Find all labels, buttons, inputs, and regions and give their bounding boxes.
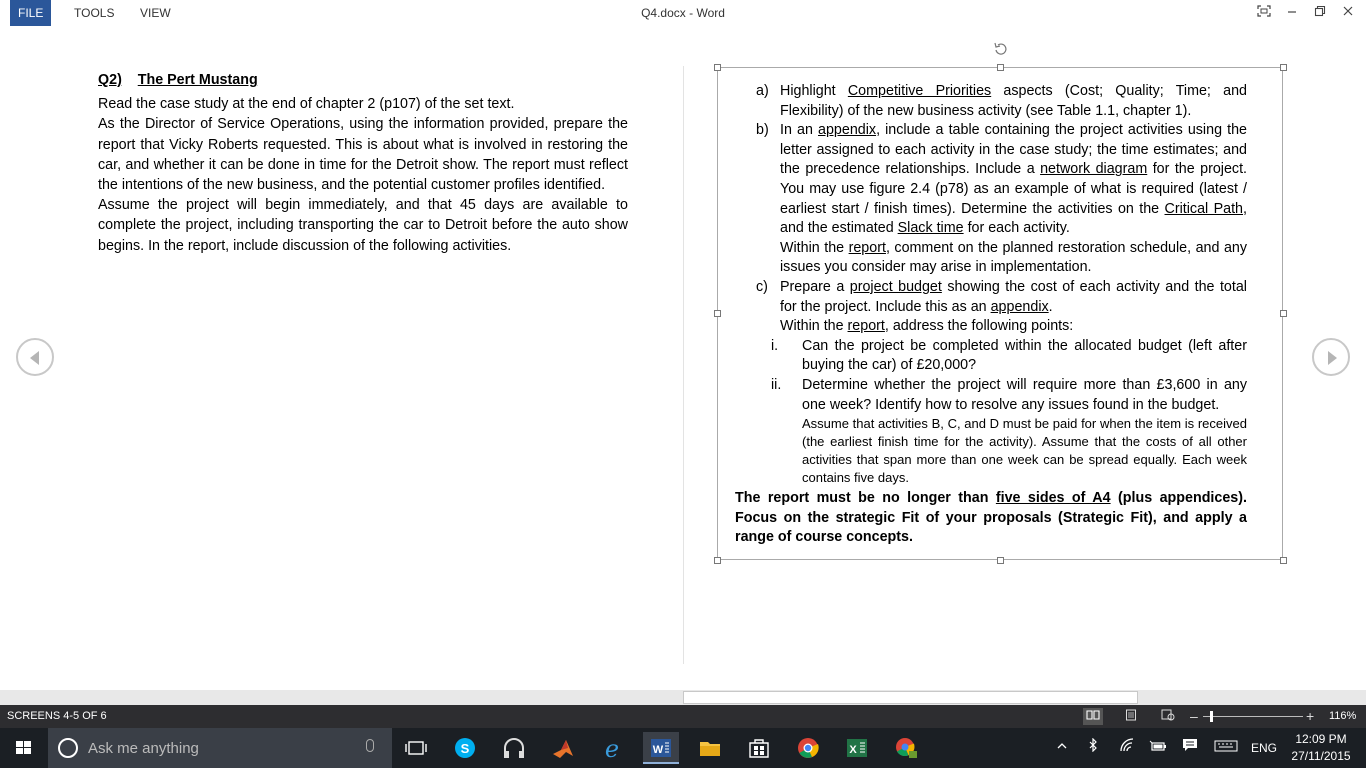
minimize-icon[interactable] [1278, 0, 1306, 24]
action-center-icon[interactable] [1180, 728, 1200, 768]
question-title: The Pert Mustang [137, 72, 258, 88]
task-view-icon[interactable] [398, 732, 434, 764]
excel-icon[interactable] [839, 732, 875, 764]
chrome-app-icon[interactable] [888, 732, 924, 764]
zoom-in-button[interactable]: + [1306, 708, 1315, 724]
text-run: . [1048, 298, 1053, 315]
underlined-term: project budget [849, 278, 942, 295]
search-input[interactable] [88, 734, 358, 762]
svg-text:X: X [849, 744, 857, 756]
window-title-doc: Q4.docx [641, 6, 686, 20]
bluetooth-icon[interactable] [1084, 728, 1102, 768]
top-menu-bar [0, 0, 1366, 26]
question-heading [98, 70, 628, 90]
list-item-paragraph [735, 239, 1247, 278]
close-icon[interactable] [1334, 0, 1362, 24]
underlined-term: five sides of A4 [995, 490, 1111, 507]
chrome-icon[interactable] [790, 732, 826, 764]
text-run: Within the [780, 239, 849, 256]
underlined-term: appendix [818, 122, 877, 139]
previous-screen-button[interactable] [16, 338, 54, 376]
list-marker: c) [756, 278, 768, 295]
text-run: In an [780, 122, 819, 139]
screen-counter: SCREENS 4-5 OF 6 [7, 710, 107, 722]
paragraph: As the Director of Service Operations, using the information provided, prepare the report that Vicky Roberts requested. This is about what is involved in restoring the car, and whether it can be done in time for the Detroit show. The report must reflect the intentions of the new business, and the potential customer profiles identified. [98, 116, 628, 194]
restore-icon[interactable] [1306, 0, 1334, 24]
text-run: showing the cost of each activity and the total for the project. Include this as an [780, 278, 1247, 315]
zoom-level[interactable]: 116% [1329, 710, 1357, 722]
text-run: , address the following points: [884, 318, 1074, 335]
window-title-app: Word [696, 6, 725, 20]
list-item [735, 82, 1247, 121]
text-run: for the project. You may use figure 2.4 (p78) as an example of what is required (latest / earliest start / finish times). Determine the activities on the [780, 161, 1248, 217]
left-page-content [98, 70, 628, 256]
list-marker: ii. [771, 376, 782, 393]
sub-list-item [735, 337, 1247, 376]
text-run: Highlight [780, 83, 848, 99]
windows-logo-icon [16, 741, 32, 755]
text-run: Can the project be completed within the allocated budget (left after buying the car) of £20,000? [802, 337, 1247, 374]
taskbar [0, 728, 1366, 768]
sub-list-item [735, 376, 1247, 415]
text-run: Within the [780, 318, 848, 335]
rotate-handle-icon[interactable] [993, 42, 1009, 59]
cortana-icon [58, 738, 78, 758]
underlined-term: report [848, 239, 886, 256]
svg-text:e: e [604, 735, 620, 763]
menu-view[interactable]: VIEW [140, 6, 171, 20]
list-item-paragraph [735, 317, 1247, 337]
web-layout-icon[interactable] [1158, 708, 1178, 725]
report-requirements-note [735, 489, 1247, 548]
file-explorer-icon[interactable] [692, 732, 728, 764]
clock-time: 12:09 PM [1295, 732, 1347, 746]
fullscreen-icon[interactable] [1250, 0, 1278, 24]
list-marker: a) [756, 83, 769, 99]
list-marker: i. [771, 337, 779, 354]
chevron-left-icon [30, 351, 39, 365]
underlined-term: report [847, 318, 885, 335]
resize-handle[interactable] [1280, 557, 1287, 564]
read-mode-icon[interactable] [1083, 708, 1103, 725]
list-marker: b) [756, 122, 769, 139]
next-screen-button[interactable] [1312, 338, 1350, 376]
window-title [0, 0, 1366, 26]
horizontal-scrollbar[interactable] [0, 690, 1366, 705]
list-item [735, 121, 1247, 239]
text-run: Determine whether the project will require more than £3,600 in any one week? Identify how to resolve any issues found in the budget. [802, 376, 1247, 413]
text-run: for each activity. [963, 220, 1070, 237]
underlined-term: Competitive Priorities [847, 83, 992, 99]
skype-icon[interactable] [447, 732, 483, 764]
resize-handle[interactable] [714, 310, 721, 317]
menu-tools[interactable]: TOOLS [74, 6, 115, 20]
start-button[interactable] [0, 728, 48, 768]
battery-icon[interactable] [1148, 728, 1168, 768]
word-icon[interactable] [643, 732, 679, 764]
zoom-slider[interactable] [1203, 716, 1303, 717]
zoom-out-button[interactable]: – [1190, 708, 1198, 724]
underlined-term: Slack time [897, 220, 964, 237]
headphones-app-icon[interactable] [496, 732, 532, 764]
assumption-note: Assume that activities B, C, and D must be paid for when the item is received (the earliest finish time for the activity). Assume that the costs of all other activities that span more than one week can be spread equally. Each week contains five days. [802, 416, 1247, 486]
text-run: , and the estimated [780, 200, 1247, 237]
wifi-icon[interactable] [1117, 728, 1137, 768]
internet-explorer-icon[interactable] [594, 732, 630, 764]
chevron-right-icon [1328, 351, 1337, 365]
text-run: (plus appendices). Focus on the strategic Fit of your proposals (Strategic Fit), and apply a range of course concepts. [735, 490, 1247, 546]
question-number: Q2) [98, 72, 122, 88]
store-icon[interactable] [741, 732, 777, 764]
print-layout-icon[interactable] [1121, 708, 1141, 725]
show-hidden-icons-icon[interactable] [1053, 728, 1071, 768]
underlined-term: network diagram [1040, 161, 1148, 178]
keyboard-icon[interactable] [1212, 728, 1240, 768]
resize-handle[interactable] [997, 557, 1004, 564]
paragraph: Read the case study at the end of chapter 2 (p107) of the set text. [98, 96, 515, 113]
text-box-content[interactable] [735, 82, 1247, 548]
underlined-term: Critical Path [1164, 200, 1244, 217]
resize-handle[interactable] [1280, 310, 1287, 317]
resize-handle[interactable] [997, 64, 1004, 71]
menu-file[interactable]: FILE [10, 0, 51, 26]
text-run: , comment on the planned restoration schedule, and any issues you consider may arise in implementation. [780, 239, 1247, 276]
paragraph: Assume the project will begin immediately, and that 45 days are available to complete the project, including transporting the car to Detroit before the auto show begins. In the report, include discussion of the following activities. [98, 197, 628, 254]
text-run: aspects (Cost; Quality; Time; and Flexibility) of the new business activity (see Table 1.1, chapter 1). [780, 83, 1247, 119]
svg-text:S: S [460, 741, 470, 756]
clock[interactable] [1284, 731, 1358, 765]
text-run: Prepare a [780, 278, 850, 295]
language-indicator[interactable]: ENG [1250, 741, 1277, 755]
resize-handle[interactable] [714, 64, 721, 71]
zoom-slider-thumb[interactable] [1210, 711, 1213, 722]
cortana-search-box[interactable] [48, 728, 392, 768]
microphone-icon[interactable] [366, 739, 374, 752]
status-bar [0, 705, 1366, 728]
clock-date: 27/11/2015 [1291, 749, 1351, 763]
resize-handle[interactable] [1280, 64, 1287, 71]
text-run: The report must be no longer than [735, 490, 996, 507]
text-run: , include a table containing the project activities using the letter assigned to each activity in the case study; the time estimates; and the precedence relationships. Include a [780, 122, 1247, 178]
scrollbar-thumb[interactable] [683, 691, 1138, 704]
matlab-icon[interactable] [545, 732, 581, 764]
resize-handle[interactable] [714, 557, 721, 564]
svg-text:W: W [652, 744, 664, 756]
window-title-separator: - [685, 6, 697, 20]
list-item [735, 278, 1247, 317]
underlined-term: appendix [990, 298, 1049, 315]
page-divider [683, 66, 684, 664]
